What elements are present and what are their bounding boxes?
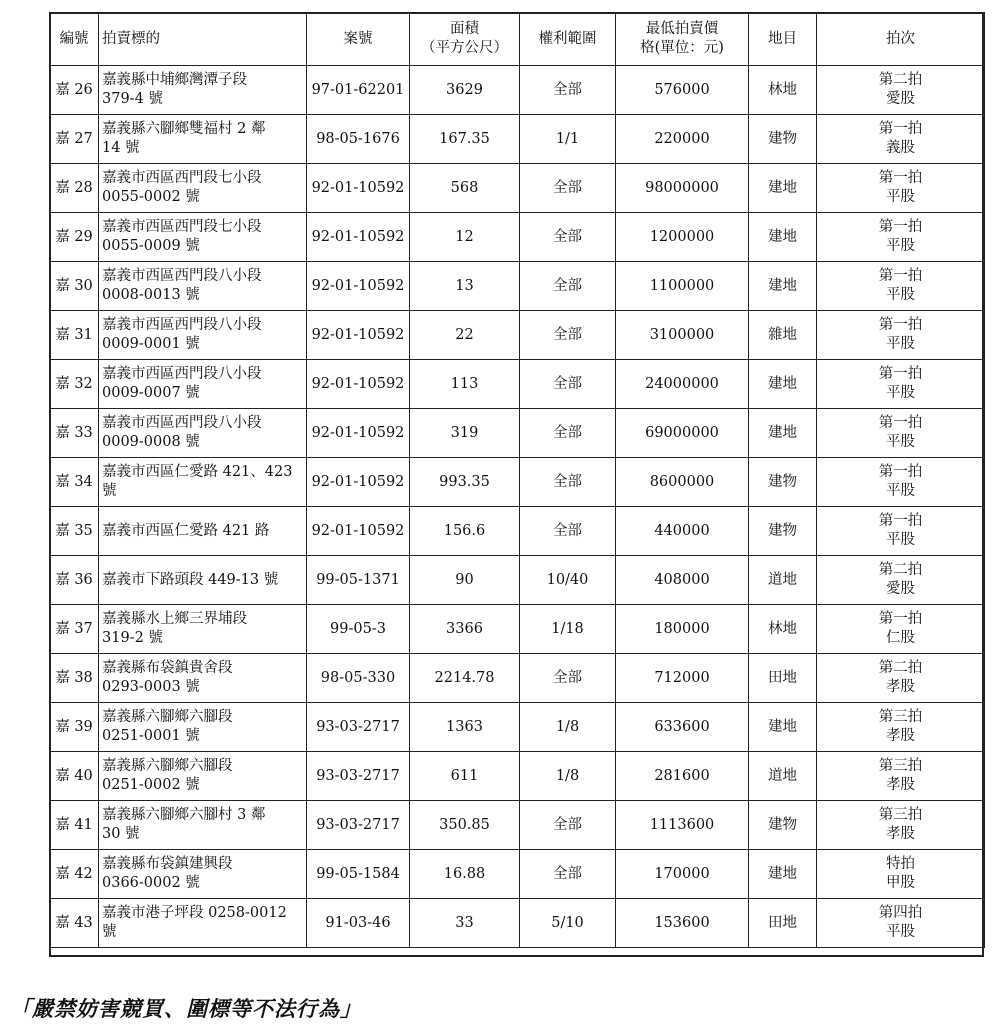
cell-property (99, 164, 307, 213)
property-line2: 0009-0007 號 (102, 385, 200, 401)
cell-id: 嘉 41 (50, 801, 99, 850)
cell-rights: 全部 (520, 458, 616, 507)
cell-property (99, 507, 307, 556)
cell-land-type: 道地 (749, 556, 817, 605)
round-number: 第二拍 (878, 562, 923, 578)
cell-case-no: 99-05-1371 (307, 556, 410, 605)
cell-case-no: 97-01-62201 (307, 66, 410, 115)
cell-price: 3100000 (616, 311, 749, 360)
cell-id: 嘉 29 (50, 213, 99, 262)
cell-price: 69000000 (616, 409, 749, 458)
header-id: 編號 (50, 13, 99, 66)
property-line1: 嘉義市西區西門段七小段 (102, 170, 262, 186)
property-line2: 號 (102, 924, 117, 940)
header-area-line2: （平方公尺） (421, 40, 508, 56)
table-row (50, 654, 985, 703)
cell-land-type: 道地 (749, 752, 817, 801)
cell-price: 440000 (616, 507, 749, 556)
cell-area: 3629 (410, 66, 520, 115)
cell-case-no: 92-01-10592 (307, 507, 410, 556)
header-property: 拍賣標的 (99, 13, 307, 66)
cell-round (817, 899, 985, 948)
property-line2: 379-4 號 (102, 91, 163, 107)
header-rights: 權利範圍 (520, 13, 616, 66)
cell-id: 嘉 32 (50, 360, 99, 409)
cell-case-no: 93-03-2717 (307, 752, 410, 801)
cell-id: 嘉 40 (50, 752, 99, 801)
cell-rights: 全部 (520, 66, 616, 115)
cell-case-no: 92-01-10592 (307, 458, 410, 507)
table-row (50, 66, 985, 115)
cell-case-no: 99-05-1584 (307, 850, 410, 899)
round-division: 孝股 (886, 826, 915, 842)
round-division: 平股 (886, 483, 915, 499)
round-number: 第一拍 (878, 317, 923, 333)
cell-round (817, 556, 985, 605)
cell-rights: 1/8 (520, 752, 616, 801)
cell-land-type: 雜地 (749, 311, 817, 360)
cell-price: 153600 (616, 899, 749, 948)
cell-price: 281600 (616, 752, 749, 801)
cell-price: 1113600 (616, 801, 749, 850)
header-price-line1: 最低拍賣價 (645, 21, 719, 37)
cell-land-type: 田地 (749, 654, 817, 703)
property-line2: 0055-0009 號 (102, 238, 200, 254)
cell-price: 408000 (616, 556, 749, 605)
cell-area: 22 (410, 311, 520, 360)
cell-land-type: 建物 (749, 801, 817, 850)
cell-area: 611 (410, 752, 520, 801)
cell-case-no: 92-01-10592 (307, 409, 410, 458)
cell-case-no: 92-01-10592 (307, 311, 410, 360)
round-division: 平股 (886, 238, 915, 254)
cell-property (99, 409, 307, 458)
property-line1: 嘉義縣布袋鎮貴舍段 (102, 660, 233, 676)
table-row (50, 801, 985, 850)
property-line2: 0251-0002 號 (102, 777, 200, 793)
cell-property (99, 801, 307, 850)
table-row (50, 850, 985, 899)
property-line1: 嘉義市下路頭段 449-13 號 (102, 571, 279, 588)
round-division: 仁股 (886, 630, 915, 646)
cell-rights: 5/10 (520, 899, 616, 948)
table-row (50, 703, 985, 752)
cell-case-no: 92-01-10592 (307, 360, 410, 409)
cell-case-no: 92-01-10592 (307, 213, 410, 262)
cell-price: 220000 (616, 115, 749, 164)
cell-rights: 全部 (520, 654, 616, 703)
round-number: 第三拍 (878, 758, 923, 774)
table-row (50, 360, 985, 409)
cell-id: 嘉 43 (50, 899, 99, 948)
cell-area: 1363 (410, 703, 520, 752)
round-number: 第一拍 (878, 268, 923, 284)
round-division: 孝股 (886, 679, 915, 695)
property-line1: 嘉義市港子坪段 0258-0012 (102, 905, 287, 921)
table-row (50, 115, 985, 164)
cell-price: 98000000 (616, 164, 749, 213)
cell-property (99, 654, 307, 703)
cell-id: 嘉 33 (50, 409, 99, 458)
cell-area: 993.35 (410, 458, 520, 507)
round-division: 孝股 (886, 777, 915, 793)
cell-id: 嘉 26 (50, 66, 99, 115)
cell-price: 1100000 (616, 262, 749, 311)
round-number: 第一拍 (878, 170, 923, 186)
round-division: 平股 (886, 287, 915, 303)
cell-land-type: 建地 (749, 164, 817, 213)
cell-rights: 全部 (520, 409, 616, 458)
round-number: 第三拍 (878, 709, 923, 725)
cell-rights: 全部 (520, 213, 616, 262)
cell-round (817, 311, 985, 360)
cell-area: 319 (410, 409, 520, 458)
cell-case-no: 98-05-330 (307, 654, 410, 703)
property-line2: 14 號 (102, 140, 140, 156)
cell-rights: 1/1 (520, 115, 616, 164)
header-area-line1: 面積 (450, 21, 479, 37)
cell-land-type: 林地 (749, 66, 817, 115)
table-row (50, 556, 985, 605)
cell-id: 嘉 27 (50, 115, 99, 164)
round-division: 孝股 (886, 728, 915, 744)
cell-id: 嘉 30 (50, 262, 99, 311)
cell-land-type: 建地 (749, 262, 817, 311)
property-line2: 319-2 號 (102, 630, 163, 646)
cell-price: 712000 (616, 654, 749, 703)
cell-round (817, 703, 985, 752)
cell-price: 180000 (616, 605, 749, 654)
property-line2: 0009-0008 號 (102, 434, 200, 450)
cell-property (99, 458, 307, 507)
cell-rights: 1/8 (520, 703, 616, 752)
round-number: 第三拍 (878, 807, 923, 823)
round-division: 平股 (886, 189, 915, 205)
cell-rights: 10/40 (520, 556, 616, 605)
header-price-line2: 格(單位：元) (640, 40, 724, 56)
table-row (50, 605, 985, 654)
cell-id: 嘉 31 (50, 311, 99, 360)
auction-table (49, 12, 985, 948)
header-case-no: 案號 (307, 13, 410, 66)
round-number: 第二拍 (878, 660, 923, 676)
header-price (616, 13, 749, 66)
cell-id: 嘉 28 (50, 164, 99, 213)
property-line1: 嘉義縣六腳鄉六腳段 (102, 709, 233, 725)
cell-property (99, 311, 307, 360)
cell-land-type: 建地 (749, 409, 817, 458)
property-line1: 嘉義市西區西門段八小段 (102, 415, 262, 431)
property-line1: 嘉義市西區仁愛路 421、423 (102, 464, 293, 480)
cell-case-no: 92-01-10592 (307, 262, 410, 311)
cell-area: 2214.78 (410, 654, 520, 703)
footer-slogan: 「嚴禁妨害競買、圍標等不法行為」 (10, 997, 362, 1021)
cell-round (817, 213, 985, 262)
property-line1: 嘉義市西區西門段八小段 (102, 366, 262, 382)
round-division: 平股 (886, 336, 915, 352)
cell-id: 嘉 42 (50, 850, 99, 899)
cell-rights: 全部 (520, 262, 616, 311)
round-number: 第一拍 (878, 415, 923, 431)
cell-land-type: 建地 (749, 213, 817, 262)
cell-area: 12 (410, 213, 520, 262)
cell-area: 16.88 (410, 850, 520, 899)
cell-area: 13 (410, 262, 520, 311)
cell-round (817, 801, 985, 850)
cell-case-no: 92-01-10592 (307, 164, 410, 213)
property-line2: 0293-0003 號 (102, 679, 200, 695)
cell-land-type: 建地 (749, 360, 817, 409)
property-line1: 嘉義縣中埔鄉灣潭子段 (102, 72, 247, 88)
cell-property (99, 556, 307, 605)
round-division: 平股 (886, 924, 915, 940)
cell-round (817, 507, 985, 556)
cell-rights: 1/18 (520, 605, 616, 654)
cell-case-no: 98-05-1676 (307, 115, 410, 164)
cell-price: 170000 (616, 850, 749, 899)
cell-area: 568 (410, 164, 520, 213)
cell-id: 嘉 39 (50, 703, 99, 752)
property-line1: 嘉義縣布袋鎮建興段 (102, 856, 233, 872)
property-line2: 30 號 (102, 826, 140, 842)
table-row (50, 262, 985, 311)
table-row (50, 458, 985, 507)
cell-property (99, 360, 307, 409)
round-number: 第四拍 (878, 905, 923, 921)
cell-area: 33 (410, 899, 520, 948)
cell-area: 167.35 (410, 115, 520, 164)
round-division: 甲股 (886, 875, 915, 891)
cell-case-no: 93-03-2717 (307, 801, 410, 850)
header-round: 拍次 (817, 13, 985, 66)
cell-round (817, 752, 985, 801)
property-line2: 號 (102, 483, 117, 499)
cell-round (817, 164, 985, 213)
table-row (50, 213, 985, 262)
property-line1: 嘉義市西區仁愛路 421 路 (102, 522, 270, 539)
table-row (50, 507, 985, 556)
cell-property (99, 703, 307, 752)
round-number: 第一拍 (878, 219, 923, 235)
cell-case-no: 91-03-46 (307, 899, 410, 948)
cell-property (99, 115, 307, 164)
property-line1: 嘉義市西區西門段七小段 (102, 219, 262, 235)
cell-land-type: 建物 (749, 458, 817, 507)
cell-property (99, 752, 307, 801)
cell-price: 1200000 (616, 213, 749, 262)
cell-round (817, 262, 985, 311)
property-line2: 0251-0001 號 (102, 728, 200, 744)
cell-property (99, 213, 307, 262)
cell-property (99, 605, 307, 654)
cell-property (99, 899, 307, 948)
cell-round (817, 115, 985, 164)
table-row (50, 899, 985, 948)
cell-area: 350.85 (410, 801, 520, 850)
property-line1: 嘉義市西區西門段八小段 (102, 268, 262, 284)
cell-rights: 全部 (520, 850, 616, 899)
cell-case-no: 99-05-3 (307, 605, 410, 654)
cell-property (99, 850, 307, 899)
cell-round (817, 850, 985, 899)
property-line1: 嘉義市西區西門段八小段 (102, 317, 262, 333)
property-line2: 0009-0001 號 (102, 336, 200, 352)
cell-round (817, 66, 985, 115)
cell-id: 嘉 37 (50, 605, 99, 654)
property-line2: 0366-0002 號 (102, 875, 200, 891)
round-division: 平股 (886, 385, 915, 401)
cell-price: 24000000 (616, 360, 749, 409)
cell-round (817, 360, 985, 409)
cell-rights: 全部 (520, 507, 616, 556)
cell-rights: 全部 (520, 311, 616, 360)
round-division: 義股 (886, 140, 915, 156)
cell-case-no: 93-03-2717 (307, 703, 410, 752)
table-row (50, 752, 985, 801)
cell-land-type: 林地 (749, 605, 817, 654)
property-line2: 0055-0002 號 (102, 189, 200, 205)
cell-area: 156.6 (410, 507, 520, 556)
round-division: 平股 (886, 532, 915, 548)
cell-id: 嘉 38 (50, 654, 99, 703)
header-area (410, 13, 520, 66)
property-line1: 嘉義縣六腳鄉六腳段 (102, 758, 233, 774)
cell-land-type: 建地 (749, 850, 817, 899)
cell-price: 8600000 (616, 458, 749, 507)
cell-id: 嘉 36 (50, 556, 99, 605)
cell-round (817, 409, 985, 458)
property-line1: 嘉義縣六腳鄉雙福村 2 鄰 (102, 121, 266, 137)
cell-round (817, 605, 985, 654)
round-division: 平股 (886, 434, 915, 450)
cell-area: 3366 (410, 605, 520, 654)
table-row (50, 409, 985, 458)
round-number: 第二拍 (878, 72, 923, 88)
table-row (50, 164, 985, 213)
cell-land-type: 建物 (749, 115, 817, 164)
header-land-type: 地目 (749, 13, 817, 66)
cell-land-type: 建物 (749, 507, 817, 556)
cell-rights: 全部 (520, 801, 616, 850)
round-number: 第一拍 (878, 611, 923, 627)
cell-land-type: 田地 (749, 899, 817, 948)
cell-rights: 全部 (520, 360, 616, 409)
cell-rights: 全部 (520, 164, 616, 213)
cell-area: 113 (410, 360, 520, 409)
round-number: 第一拍 (878, 121, 923, 137)
cell-area: 90 (410, 556, 520, 605)
cell-id: 嘉 35 (50, 507, 99, 556)
table-row (50, 311, 985, 360)
cell-price: 576000 (616, 66, 749, 115)
round-number: 第一拍 (878, 366, 923, 382)
cell-id: 嘉 34 (50, 458, 99, 507)
property-line1: 嘉義縣六腳鄉六腳村 3 鄰 (102, 807, 266, 823)
cell-property (99, 262, 307, 311)
property-line2: 0008-0013 號 (102, 287, 200, 303)
cell-price: 633600 (616, 703, 749, 752)
cell-round (817, 654, 985, 703)
cell-land-type: 建地 (749, 703, 817, 752)
table-header-row (50, 13, 985, 66)
cell-property (99, 66, 307, 115)
round-division: 愛股 (886, 581, 915, 597)
round-division: 愛股 (886, 91, 915, 107)
round-number: 第一拍 (878, 464, 923, 480)
cell-round (817, 458, 985, 507)
property-line1: 嘉義縣水上鄉三界埔段 (102, 611, 247, 627)
round-number: 第一拍 (878, 513, 923, 529)
round-number: 特拍 (886, 856, 915, 872)
